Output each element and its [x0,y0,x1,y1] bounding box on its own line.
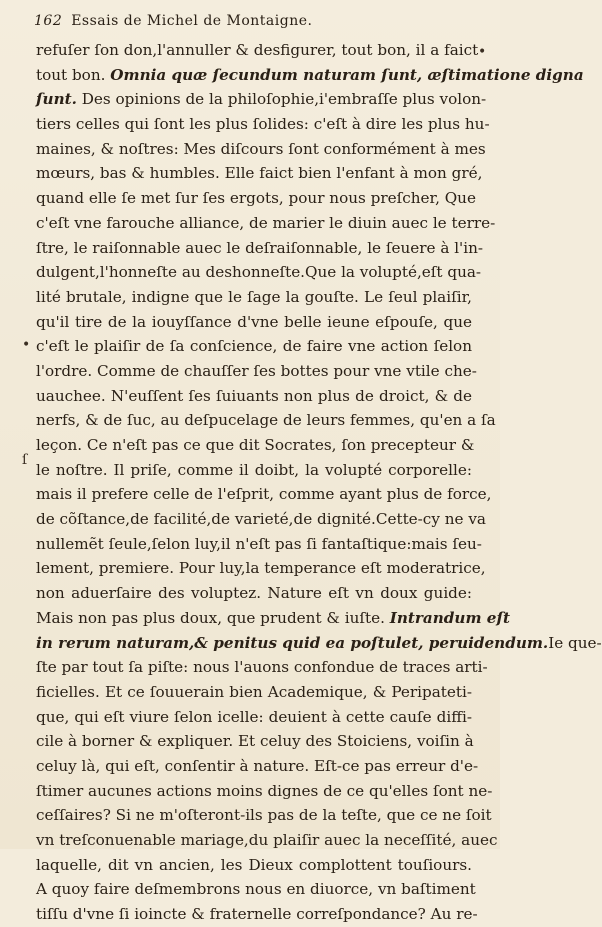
text-segment: mais il prefere celle de l'eſprit, comme ayant plus de force, [36,485,492,504]
text-segment: ſtimer aucunes actions moins dignes de ce qu'elles ſont ne- [36,781,493,800]
text-segment: uauchee. N'euſſent ſes ſuiuants non plus de droict, & de [36,386,472,405]
text-line [36,532,482,557]
text-segment: Mais non pas plus doux, que prudent & iuſte. [36,608,390,627]
text-line [36,112,490,137]
text-line [36,507,486,532]
text-segment: ſte par tout ſa piſte: nous l'auons confondue de traces arti- [36,658,488,677]
text-segment: lement, premiere. Pour luy,la temperance eſt moderatrice, [36,559,486,578]
text-line [36,38,479,63]
text-line [36,161,483,186]
latin-quotation: in rerum naturam,& penitus quid ea poſtulet, peruidendum. [36,633,549,652]
text-segment: c'eſt vne farouche alliance, de marier le diuin auec le terre- [36,213,496,232]
text-segment: que, qui eſt viure ſelon icelle: deuient à cette cauſe diffi- [36,707,472,726]
text-segment: maines, & noſtres: Mes diſcours ſont conformément à mes [36,139,486,158]
body-text [36,38,602,927]
text-segment: ficielles. Et ce ſouuerain bien Academique, & Peripateti- [36,682,472,701]
page-number: 162 [34,13,63,29]
text-line [36,655,488,680]
text-line [36,359,477,384]
text-line [36,902,478,927]
text-line [36,631,602,656]
running-title: Essais de Michel de Montaigne. [71,13,313,29]
text-segment: ceſſaires? Si ne m'oſteront-ils pas de la teſte, que ce ne ſoit [36,806,492,825]
text-segment: nullemẽt ſeule,ſelon luy,il n'eſt pas ſi fantaſtique:mais ſeu- [36,534,482,553]
text-segment: l'ordre. Comme de chauſſer ſes bottes pour vne vtile che- [36,361,477,380]
text-line [36,458,472,483]
text-line [36,87,487,112]
margin-mark-icon: ſ [22,452,28,468]
text-line [36,334,472,359]
text-segment: vn treſconuenable mariage,du plaiſir auec la neceſſité, auec [36,831,498,849]
text-segment: Des opinions de la philoſophie,i'embraſſe plus volon- [76,90,487,109]
text-line [36,433,475,458]
text-segment: nerfs, & de ſuc, au deſpucelage de leurs femmes, qu'en a ſa [36,411,496,430]
text-line [36,236,484,261]
text-line [36,680,472,705]
text-segment: refuſer ſon don,l'annuller & desfigurer, tout bon, il a faict [36,41,479,59]
text-line [36,877,476,902]
text-line [36,754,479,779]
text-segment: de cõſtance,de facilité,de varieté,de dignité.Cette-cy ne va [36,510,486,529]
text-line [36,384,472,409]
text-segment: tiſſu d'vne ſi ioincte & fraternelle correſpondance? Au re- [36,905,478,924]
text-line [36,285,472,310]
page-header [34,13,474,35]
text-segment: tiers celles qui ſont les plus ſolides: c'eſt à dire les plus hu- [36,115,490,134]
text-line [36,705,472,730]
text-segment: celuy là, qui eſt, conſentir à nature. Eſt-ce pas erreur d'e- [36,756,479,775]
text-segment: laquelle, dit vn ancien, les Dieux complottent touſiours. [36,855,472,874]
text-segment: le noſtre. Il priſe, comme il doibt, la volupté corporelle: [36,460,472,479]
text-line [36,310,472,335]
text-segment: tout bon. [36,65,111,84]
text-line [36,606,511,631]
text-line [36,853,472,878]
text-line [36,63,584,88]
text-line [36,828,498,853]
text-segment: quand elle ſe met ſur ſes ergots, pour nous preſcher, Que [36,189,476,208]
latin-quotation: ſunt. [36,90,77,109]
text-line [36,186,476,211]
text-segment: dulgent,l'honneſte au deshonneſte.Que la volupté,eſt qua- [36,263,482,282]
text-line [36,482,492,507]
latin-quotation: Omnia quæ ſecundum naturam ſunt, æſtimatione digna [110,65,584,84]
text-segment: A quoy faire deſmembrons nous en diuorce, vn baſtiment [36,880,476,899]
text-line [36,803,492,828]
text-segment: lité brutale, indigne que le ſage la gouſte. Le ſeul plaiſir, [36,287,472,306]
text-line [36,779,493,804]
text-line [36,581,472,606]
text-segment: c'eſt le plaiſir de ſa conſcience, de faire vne action ſelon [36,337,472,356]
margin-mark-icon: • [478,44,487,60]
text-line [36,137,486,162]
text-line [36,260,482,285]
text-segment: cile à borner & expliquer. Et celuy des Stoiciens, voiſin à [36,732,474,751]
text-segment: non aduerſaire des voluptez. Nature eſt vn doux guide: [36,584,472,603]
text-segment: qu'il tire de la iouyſſance d'vne belle ieune eſpouſe, que [36,312,472,331]
text-segment: ſtre, le raiſonnable auec le deſraiſonnable, le ſeuere à l'in- [36,238,484,257]
text-segment: mœurs, bas & humbles. Elle faict bien l'enfant à mon gré, [36,164,483,183]
text-line [36,556,486,581]
margin-mark-icon: • [22,337,31,353]
text-line [36,729,472,754]
latin-quotation: Intrandum eſt [389,608,511,627]
text-line [36,408,496,433]
text-segment: Ie que- [548,633,602,652]
text-line [36,211,496,236]
text-segment: leçon. Ce n'eſt pas ce que dit Socrates, ſon precepteur & [36,436,475,454]
